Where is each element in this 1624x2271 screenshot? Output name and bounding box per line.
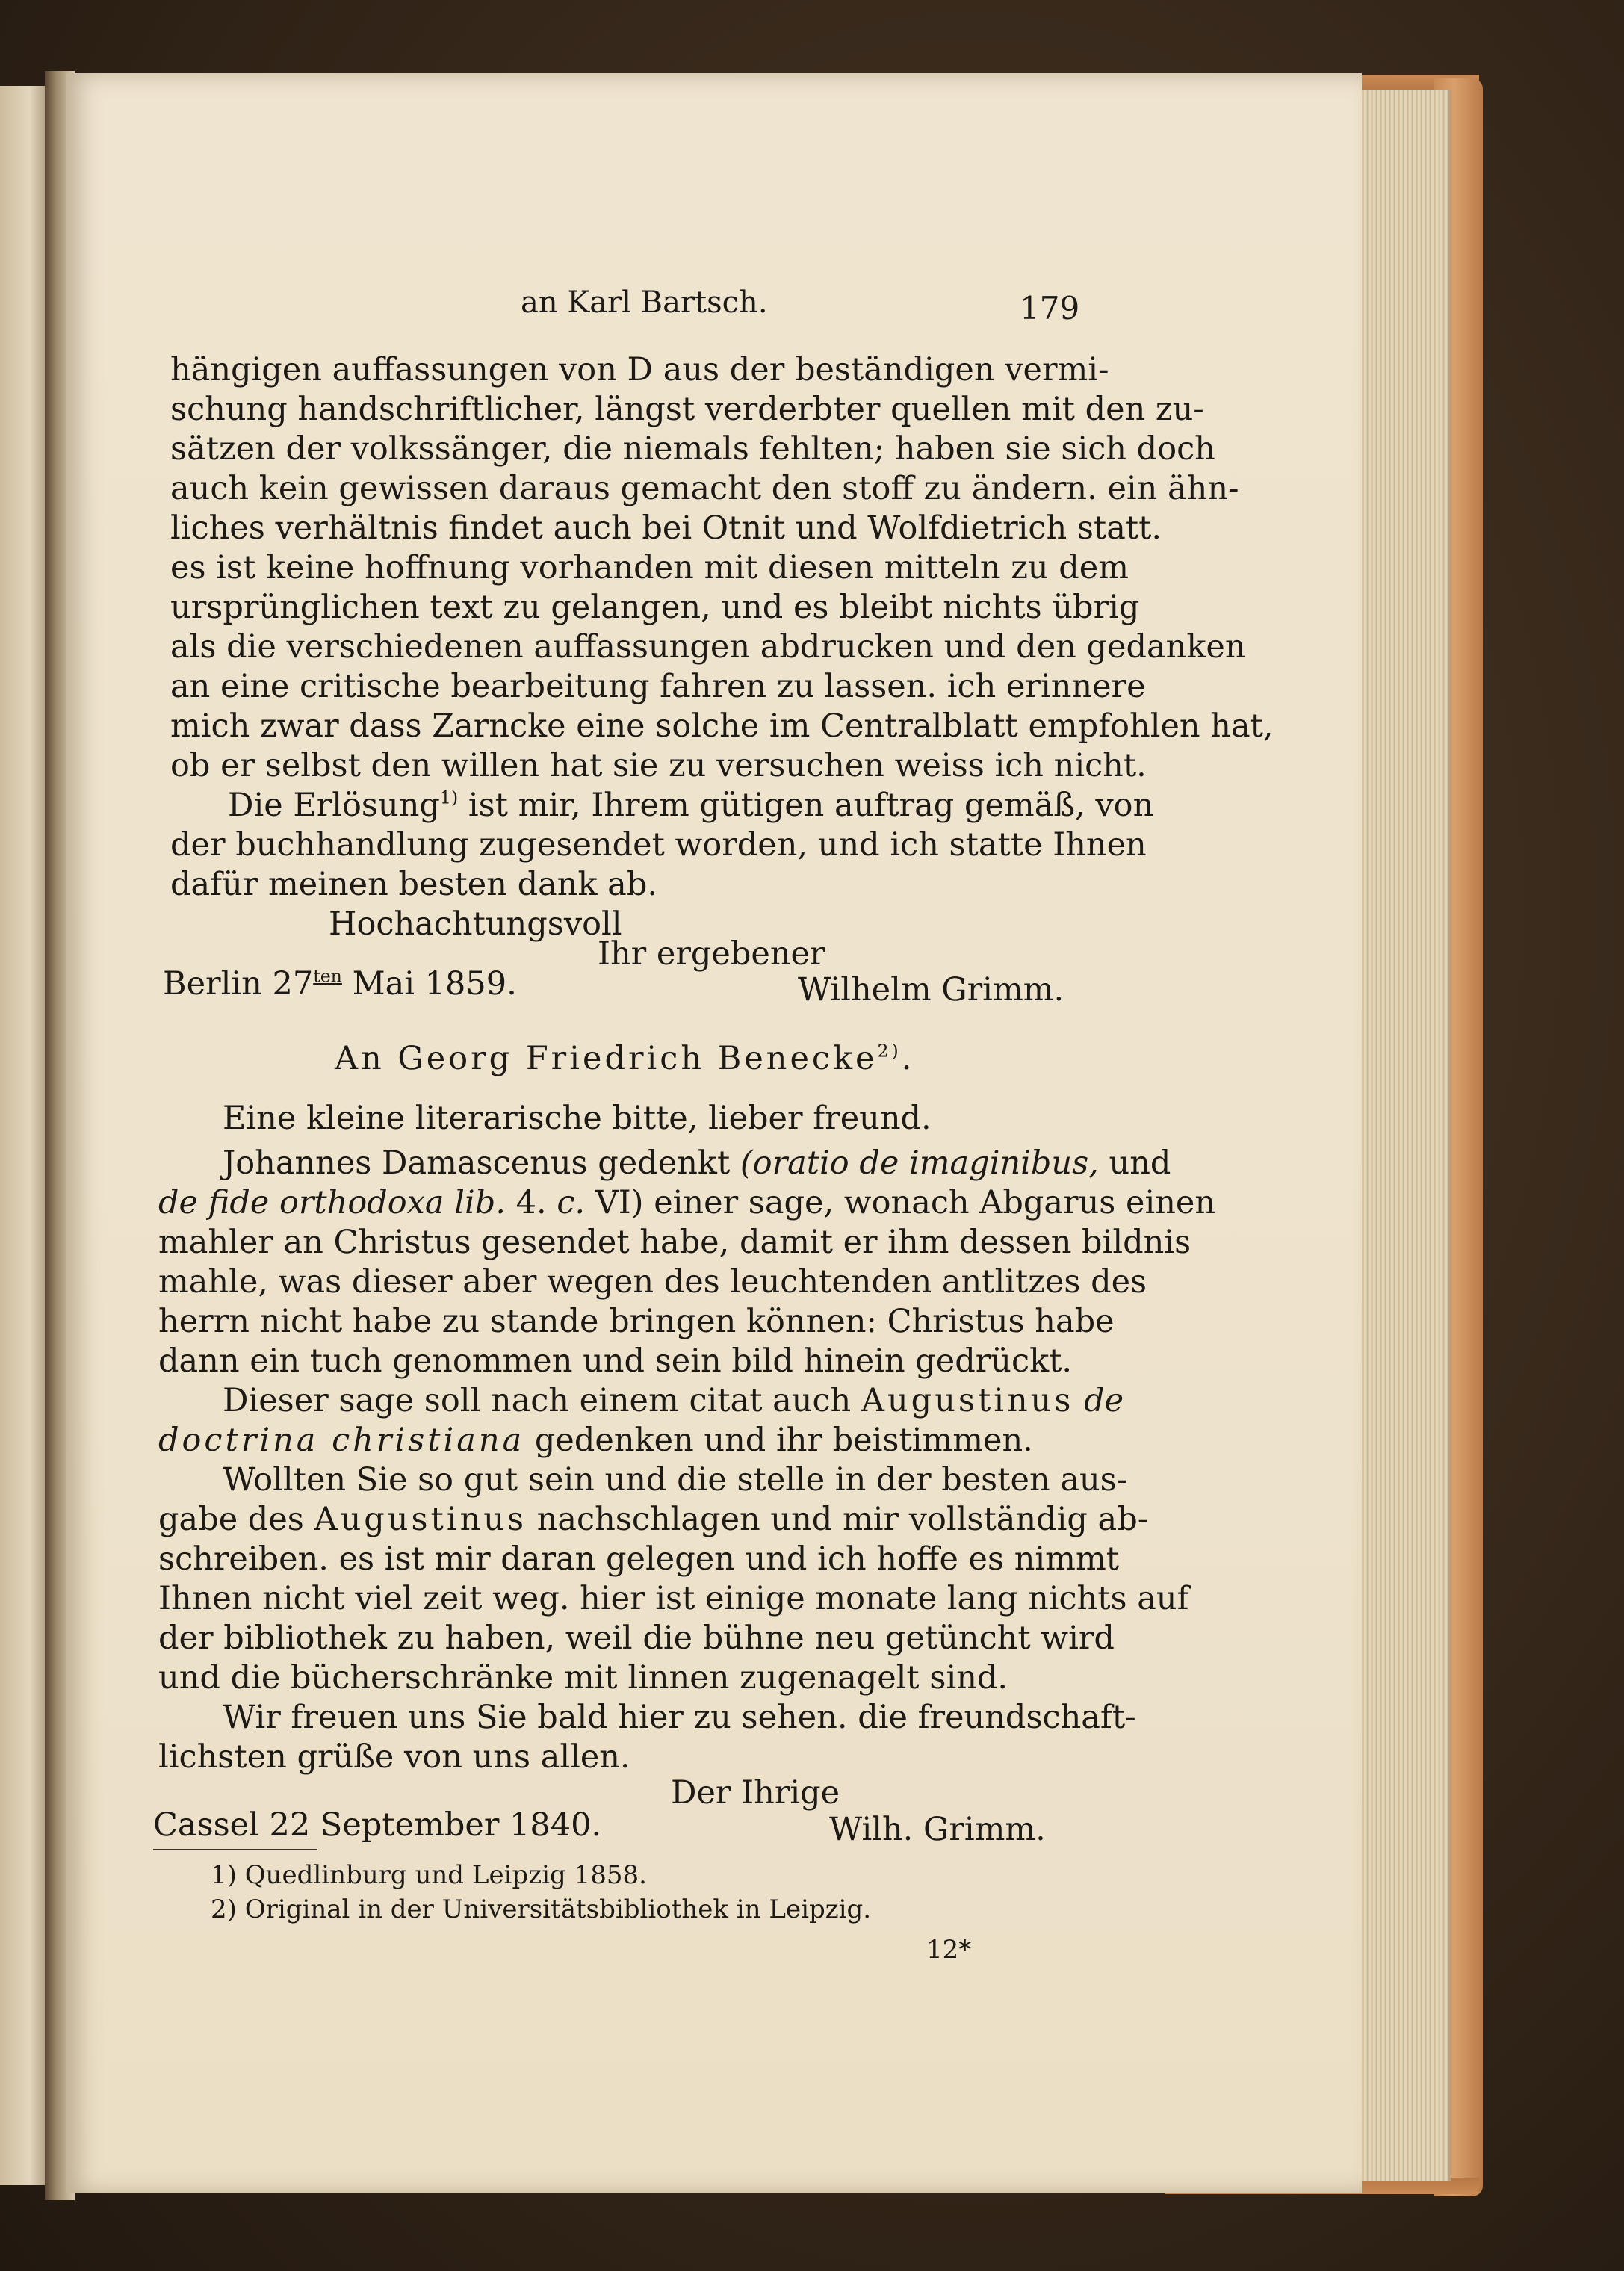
text-line: Wollten Sie so gut sein und die stelle in der besten aus- [223, 1461, 1128, 1499]
text-line: mahle, was dieser aber wegen des leuchtenden antlitzes des [158, 1263, 1147, 1301]
text-line: mich zwar dass Zarncke eine solche im Centralblatt empfohlen hat, [170, 707, 1274, 745]
text-line: liches verhältnis findet auch bei Otnit und Wolfdietrich statt. [170, 509, 1162, 547]
text-line: Johannes Damascenus gedenkt (oratio de imaginibus, und [223, 1144, 1171, 1182]
left-page-edge [0, 86, 49, 2185]
text-line: Dieser sage soll nach einem citat auch Augustinus de [223, 1382, 1124, 1419]
running-title: an Karl Bartsch. [521, 285, 768, 320]
text-line: Die Erlösung$^{1)}$ ist mir, Ihrem gütigen auftrag gemäß, von [228, 787, 1154, 824]
footnote-rule [153, 1849, 317, 1850]
letter-title: An Georg Friedrich Benecke$^{2)}$. [335, 1040, 915, 1077]
text-line: ob er selbst den willen hat sie zu versuchen weiss ich nicht. [170, 747, 1147, 784]
text-line: dann ein tuch genommen und sein bild hinein gedrückt. [158, 1342, 1073, 1380]
page-number: 179 [1020, 290, 1080, 326]
text-line: an eine critische bearbeitung fahren zu lassen. ich erinnere [170, 668, 1146, 705]
page-block-edges [1351, 90, 1451, 2181]
text-line: doctrina christiana gedenken und ihr beistimmen. [158, 1422, 1033, 1459]
signature-mark: 12* [926, 1935, 972, 1965]
text-line: schreiben. es ist mir daran gelegen und ich hoffe es nimmt [158, 1540, 1120, 1578]
text-line: als die verschiedenen auffassungen abdrucken und den gedanken [170, 628, 1246, 666]
footnote-ref: 2) [877, 1040, 902, 1062]
text-line: es ist keine hoffnung vorhanden mit diesen mitteln zu dem [170, 549, 1129, 586]
text-line: dafür meinen besten dank ab. [170, 866, 658, 903]
footnote-ref: 1) [439, 787, 459, 808]
closing-2: Ihr ergebener [598, 935, 825, 973]
closing: Der Ihrige [671, 1774, 840, 1812]
text-line: hängigen auffassungen von D aus der beständigen vermi- [170, 351, 1109, 388]
text-line: Eine kleine literarische bitte, lieber freund. [223, 1100, 932, 1137]
text-line: und die bücherschränke mit linnen zugenagelt sind. [158, 1659, 1008, 1697]
place-date: Berlin $27^{ten}$ Mai 1859. [163, 965, 517, 1003]
text-line: Wir freuen uns Sie bald hier zu sehen. die freundschaft- [223, 1699, 1136, 1736]
text-line: herrn nicht habe zu stande bringen können: Christus habe [158, 1303, 1115, 1340]
text-line: mahler an Christus gesendet habe, damit er ihm dessen bildnis [158, 1224, 1191, 1261]
closing: Hochachtungsvoll [329, 905, 622, 943]
text-line: auch kein gewissen daraus gemacht den stoff zu ändern. ein ähn- [170, 470, 1239, 507]
place-date: Cassel 22 September 1840. [153, 1806, 602, 1844]
text-line: der buchhandlung zugesendet worden, und ich statte Ihnen [170, 826, 1147, 864]
footnote: 2) Original in der Universitätsbibliothek in Leipzig. [211, 1894, 872, 1924]
text-line: sätzen der volkssänger, die niemals fehlten; haben sie sich doch [170, 430, 1215, 468]
signature: Wilh. Grimm. [829, 1811, 1046, 1848]
signature: Wilhelm Grimm. [798, 971, 1064, 1009]
text-line: Ihnen nicht viel zeit weg. hier ist einige monate lang nichts auf [158, 1580, 1189, 1617]
text-line: lichsten grüße von uns allen. [158, 1738, 630, 1776]
text-line: ursprünglichen text zu gelangen, und es bleibt nichts übrig [170, 589, 1140, 626]
text-line: der bibliothek zu haben, weil die bühne neu getüncht wird [158, 1620, 1115, 1657]
text-line: schung handschriftlicher, längst verderbter quellen mit den zu- [170, 391, 1204, 428]
text-line: de fide orthodoxa lib. 4. c. VI) einer sage, wonach Abgarus einen [158, 1184, 1216, 1221]
text-line: gabe des Augustinus nachschlagen und mir vollständig ab- [158, 1501, 1149, 1538]
footnote: 1) Quedlinburg und Leipzig 1858. [211, 1860, 647, 1890]
